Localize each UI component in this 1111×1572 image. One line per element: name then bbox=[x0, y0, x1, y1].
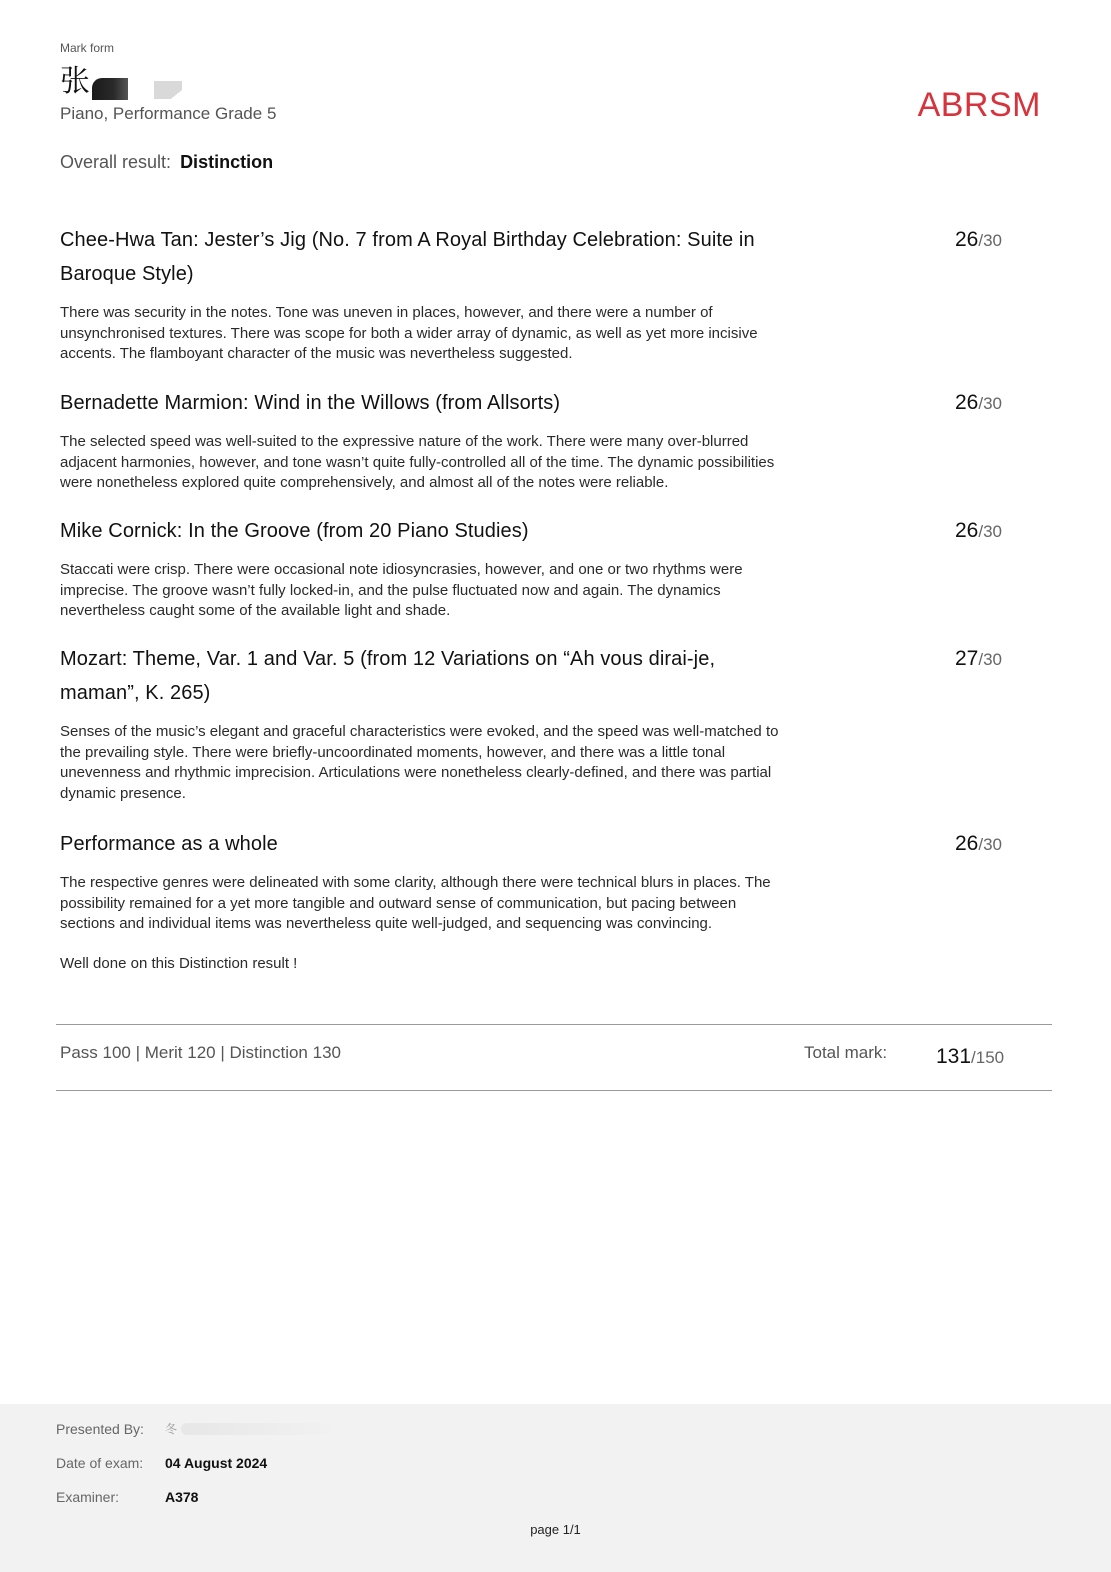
piece-section bbox=[60, 827, 1050, 972]
piece-score-value: 26 bbox=[955, 519, 979, 542]
piece-score-max: /30 bbox=[978, 835, 1002, 854]
abrsm-logo: ABRSM bbox=[917, 86, 1041, 124]
examiner-label: Examiner: bbox=[56, 1489, 120, 1505]
candidate-name: 张 bbox=[60, 64, 90, 99]
mark-form-label: Mark form bbox=[60, 41, 114, 55]
exam-subject: Piano, Performance Grade 5 bbox=[60, 104, 277, 123]
piece-score bbox=[955, 223, 1002, 258]
piece-comment: There was security in the notes. Tone was uneven in places, however, and there were a number of unsynchronised textures. There was scope for both a wider array of dynamic, as well as yet more incisive accents. The flamboyant character of the music was nevertheless suggested. bbox=[60, 304, 758, 362]
piece-title: Mozart: Theme, Var. 1 and Var. 5 (from 12 Variations on “Ah vous dirai-je, maman”, K. 265) bbox=[60, 648, 716, 704]
redaction-mark-light bbox=[154, 81, 182, 99]
candidate-name-row bbox=[60, 62, 182, 102]
piece-score-value: 26 bbox=[955, 391, 979, 414]
redaction-mark bbox=[181, 1423, 341, 1435]
overall-result-label: Overall result: bbox=[60, 152, 172, 172]
closing-remark: Well done on this Distinction result ! bbox=[60, 954, 298, 972]
piece-section bbox=[60, 514, 1050, 622]
piece-score-value: 26 bbox=[955, 228, 979, 251]
piece-section bbox=[60, 642, 1050, 804]
redaction-mark bbox=[92, 78, 128, 100]
piece-score-max: /30 bbox=[978, 650, 1002, 669]
piece-comment: The respective genres were delineated with some clarity, although there were technical blurs in places. The possibility remained for a yet more tangible and outward sense of communication, but pacing between sections and individual items was nevertheless quite well-judged, and sequencing was convincing. bbox=[60, 874, 771, 932]
piece-score-max: /30 bbox=[978, 522, 1002, 541]
piece-section bbox=[60, 386, 1050, 494]
presented-by-value: 冬 bbox=[165, 1422, 178, 1436]
piece-score bbox=[955, 827, 1002, 862]
divider-top bbox=[56, 1024, 1052, 1025]
overall-result-value: Distinction bbox=[180, 152, 274, 172]
page-number: page 1/1 bbox=[530, 1522, 581, 1537]
piece-title: Bernadette Marmion: Wind in the Willows (from Allsorts) bbox=[60, 392, 561, 414]
presented-by-label: Presented By: bbox=[56, 1420, 144, 1437]
piece-score bbox=[955, 642, 1002, 677]
piece-score bbox=[955, 386, 1002, 421]
piece-title: Chee-Hwa Tan: Jester’s Jig (No. 7 from A Royal Birthday Celebration: Suite in Baroque Style) bbox=[60, 229, 755, 285]
total-mark-max: /150 bbox=[971, 1048, 1005, 1067]
piece-comment: The selected speed was well-suited to the expressive nature of the work. There were many over-blurred adjacent harmonies, however, and tone wasn’t quite fully-controlled all of the time. The dynamic possibilities were nonetheless explored quite comprehensively, and almost all of the notes were reliable. bbox=[60, 433, 775, 491]
piece-score-max: /30 bbox=[978, 231, 1002, 250]
piece-score-max: /30 bbox=[978, 394, 1002, 413]
piece-score-value: 27 bbox=[955, 647, 979, 670]
footer bbox=[0, 1404, 1111, 1572]
piece-comment: Staccati were crisp. There were occasional note idiosyncrasies, however, and one or two rhythms were imprecise. The groove wasn’t fully locked-in, and the pulse fluctuated now and again. The dynamics nevertheless caught some of the available light and shade. bbox=[60, 561, 743, 619]
presented-by-row bbox=[56, 1420, 341, 1437]
piece-comment: Senses of the music’s elegant and graceful characteristics were evoked, and the speed was well-matched to the prevailing style. There were briefly-uncoordinated moments, however, and there was a little tonal unevenness and rhythmic imprecision. Articulations were nonetheless clearly-defined, and there was partial dynamic presence. bbox=[60, 723, 779, 802]
piece-title: Performance as a whole bbox=[60, 833, 278, 855]
exam-date-row bbox=[56, 1455, 267, 1471]
exam-date-label: Date of exam: bbox=[56, 1455, 144, 1471]
overall-result bbox=[60, 152, 273, 173]
divider-bottom bbox=[56, 1090, 1052, 1091]
grade-thresholds: Pass 100 | Merit 120 | Distinction 130 bbox=[60, 1043, 341, 1062]
total-mark-label: Total mark: bbox=[804, 1043, 888, 1062]
exam-date-value: 04 August 2024 bbox=[165, 1455, 268, 1471]
piece-section bbox=[60, 223, 1050, 365]
piece-score bbox=[955, 514, 1002, 549]
total-mark-value: 131 bbox=[936, 1045, 972, 1068]
examiner-value: A378 bbox=[165, 1489, 199, 1505]
piece-title: Mike Cornick: In the Groove (from 20 Piano Studies) bbox=[60, 520, 529, 542]
piece-score-value: 26 bbox=[955, 832, 979, 855]
total-mark bbox=[936, 1045, 1004, 1069]
examiner-row bbox=[56, 1489, 198, 1505]
